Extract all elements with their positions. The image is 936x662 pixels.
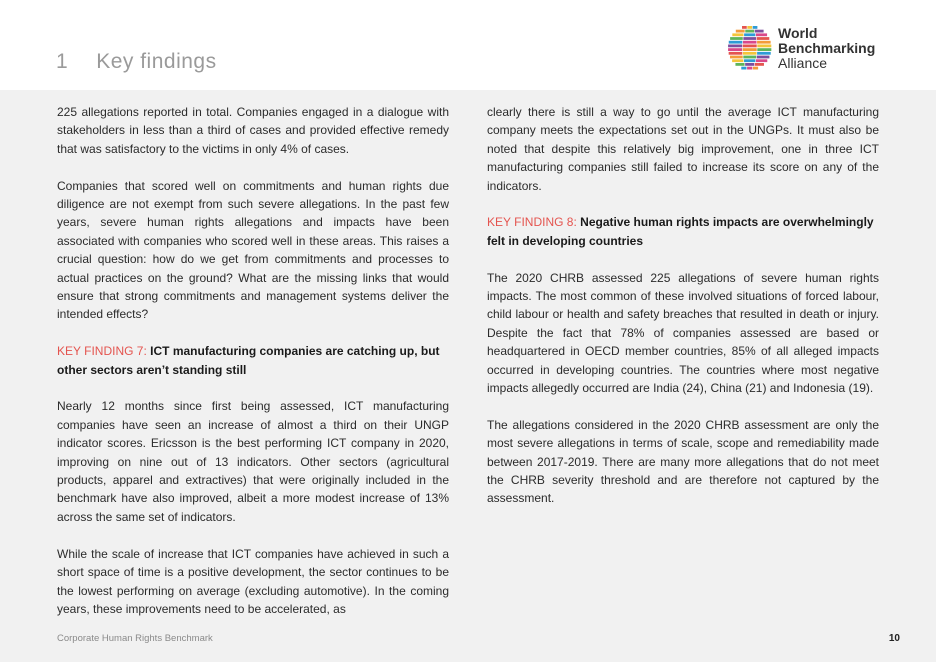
footer-publication-name: Corporate Human Rights Benchmark [57,633,213,644]
paragraph: 225 allegations reported in total. Companies engaged in a dialogue with stakeholders in less than a third of cases and provided effective remedy that was satisfactory to the victims in only 4% of cases. [57,105,449,156]
left-column [57,103,449,637]
key-finding-title: ICT manufacturing companies are catching up, but other sectors aren’t standing still [57,344,440,377]
section-heading [56,50,217,74]
key-finding-label: KEY FINDING 7: [57,344,147,359]
section-number: 1 [56,50,69,73]
logo-line-benchmarking: Benchmarking [778,40,876,56]
key-finding-7-heading [57,342,449,379]
logo-wordmark [778,26,875,71]
key-finding-8-heading [487,213,879,250]
paragraph: The 2020 CHRB assessed 225 allegations of severe human rights impacts. The most common of these involved situations of forced labour, child labour or health and safety breaches that resulted in death or injury. Despite the fact that 78% of companies assessed are based or headquartered in OECD member countries, 85% of all alleged impacts occurred in developing countries. The countries where most negative impacts allegedly occurred are India (24), China (21) and Indonesia (19). [487,270,879,396]
key-finding-title: Negative human rights impacts are overwhelmingly felt in developing countries [487,215,874,248]
paragraph: clearly there is still a way to go until the average ICT manufacturing company meets the expectations set out in the UNGPs. It must also be noted that despite this relatively big improvement, one in three ICT manufacturing companies still failed to increase its score on any of the indicators. [487,105,879,193]
section-title: Key findings [96,50,217,73]
paragraph: While the scale of increase that ICT companies have achieved in such a short space of time is a positive development, the sector continues to be the lowest performing on average (excluding automotive). In the coming years, these improvements need to be accelerated, as [57,546,449,616]
right-column [487,103,879,526]
logo-line-world: World [778,25,818,41]
page-number: 10 [888,633,900,644]
paragraph: The allegations considered in the 2020 CHRB assessment are only the most severe allegations in terms of scale, scope and remediability made between 2017-2019. There are many more allegations that do not meet the CHRB severity threshold and are therefore not captured by the assessment. [487,417,879,506]
paragraph: Nearly 12 months since first being assessed, ICT manufacturing companies have seen an increase of almost a third on their UNGP indicator scores. Ericsson is the best performing ICT company in 2020, improving on nine out of 13 indicators. Other sectors (agricultural products, apparel and extractives) that were originally included in the benchmark have also improved, albeit a more modest increase of 13% across the same set of indicators. [57,399,449,524]
paragraph: Companies that scored well on commitments and human rights due diligence are not exempt from such severe allegations. In the past few years, severe human rights allegations and impacts have been associated with companies who scored well in these areas. This raises a crucial question: how do we get from commitments and processes to actual practices on the ground? What are the missing links that would ensure that strong commitments and management systems deliver the intended effects? [57,178,449,322]
key-finding-label: KEY FINDING 8: [487,215,577,230]
wba-logo [728,24,888,72]
wba-logo-mark-icon [728,24,774,72]
page-header [0,0,936,90]
logo-line-alliance: Alliance [778,55,828,71]
